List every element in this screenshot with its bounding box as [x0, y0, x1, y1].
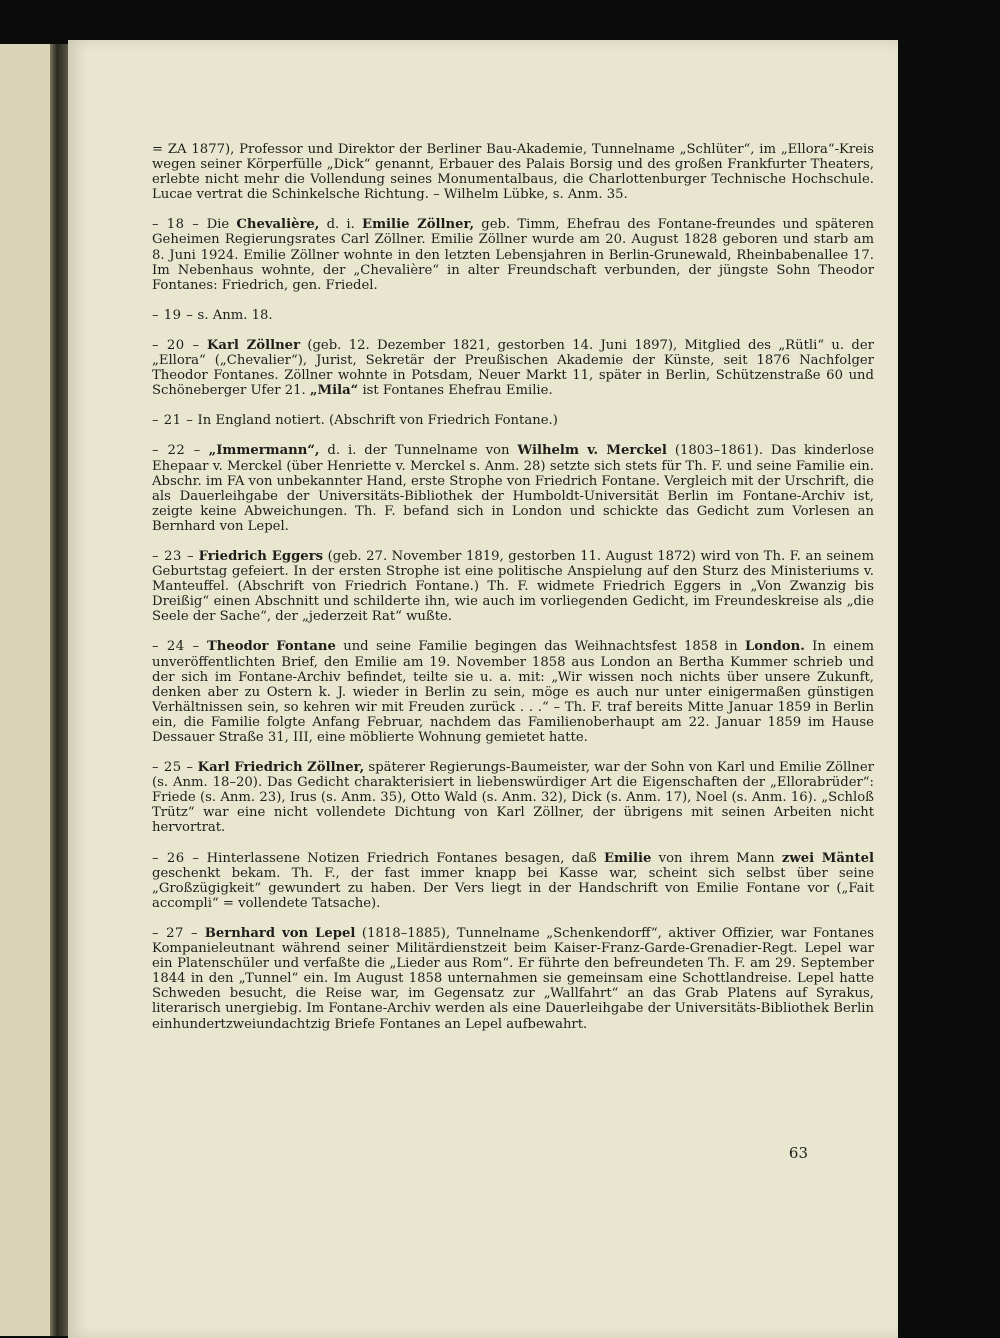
note-text: späterer Regierungs-Baumeister, war der Sohn von Karl und Emilie Zöllner (s. Anm. 18–20). Das Gedicht charakterisiert in liebenswürdiger Art die Eigenschaften der „Ellorabrüder“: Friede (s. Anm. 23), Irus (s. Anm. 35), Otto Wald (s. Anm. 32), Dick (s. Anm. 17), Noel (s. Anm. 16). „Schloß Trütz“ war eine nicht vollendete Dichtung von Karl Zöllner, der übrigens mit seinen Arbeiten nicht hervortrat. [152, 760, 874, 836]
note-text: geschenkt bekam. Th. F., der fast immer knapp bei Kasse war, scheint sich selbst über seine „Großzügigkeit“ gewundert zu haben. Der Vers liegt in der Handschrift von Emilie Fontane vor („Fait accompli“ = vollendete Tatsache). [152, 865, 874, 911]
bold-name: „Mila“ [309, 383, 359, 399]
endnote-paragraph [152, 639, 874, 745]
bold-name: Chevalière, [236, 217, 320, 233]
page-number: 63 [788, 1144, 808, 1162]
note-text [200, 639, 207, 654]
note-text: Die [199, 217, 237, 233]
note-text: (geb. 12. Dezember 1821, gestorben 14. Juni 1897), Mitglied des „Rütli“ u. der „Ellora“ („Chevalier“), Jurist, Sekretär der Preußischen Akademie der Künste, seit 1876 Nachfolger Theodor Fontanes. Zöllner wohnte in Potsdam, Neuer Markt 11, später in Berlin, Schützenstraße 60 und Schöneberger Ufer 21. [152, 337, 874, 399]
note-text: s. Anm. 18. [193, 307, 273, 323]
note-number: – 21 – [152, 413, 194, 429]
note-text: von ihrem Mann [651, 850, 782, 866]
endnotes-column [152, 142, 874, 1047]
bold-name: Bernhard von Lepel [204, 925, 356, 941]
note-text: = ZA 1877), Professor und Direktor der Berliner Bau-Akademie, Tunnelname „Schlüter“, im „Ellora“-Kreis wegen seiner Körperfülle „Dick“ genannt, Erbauer des Palais Borsig und des großen Frankfurter Theaters, erlebte nicht mehr die Vollendung seines Monumentalbaus, die Charlottenburger Technische Hochschule. Lucae vertrat die Schinkelsche Richtung. – Wilhelm Lübke, s. Anm. 35. [152, 142, 874, 203]
endnote-paragraph [152, 308, 874, 323]
note-text: (geb. 27. November 1819, gestorben 11. August 1872) wird von Th. F. an seinem Geburtstag gefeiert. In der ersten Strophe ist eine politische Anspielung auf den Sturz des Ministeriums v. Manteuffel. (Abschrift von Friedrich Fontane.) Th. F. widmete Friedrich Eggers in „Von Zwanzig bis Dreißig“ einen Abschnitt und schilderte ihn, wie auch im vorliegenden Gedicht, im Freundeskreise als „die Seele der Sache“, der „jederzeit Rat“ wußte. [152, 548, 874, 625]
endnote-paragraph [152, 413, 874, 428]
note-text: In England notiert. (Abschrift von Friedrich Fontane.) [193, 413, 558, 429]
bold-name: Emilie [603, 850, 652, 866]
endnote-paragraph [152, 338, 874, 398]
note-text: Hinterlassene Notizen Friedrich Fontanes besagen, daß [199, 850, 604, 866]
note-number: – 26 – [152, 850, 200, 866]
note-number: – 24 – [152, 639, 200, 655]
note-number: – 23 – [152, 548, 195, 564]
endnote-paragraph [152, 760, 874, 835]
endnote-paragraph [152, 142, 874, 202]
bold-name: Emilie Zöllner, [362, 217, 475, 233]
bold-name: „Immermann“, [208, 443, 320, 459]
note-number: – 27 – [152, 925, 199, 941]
note-text: d. i. [319, 217, 363, 233]
bold-name: Theodor Fontane [206, 639, 336, 655]
book-page [68, 40, 898, 1338]
endnote-paragraph [152, 926, 874, 1032]
note-number: – 19 – [152, 307, 194, 323]
bold-name: Karl Friedrich Zöllner, [197, 760, 365, 776]
bold-name: London. [744, 639, 805, 655]
bold-name: Friedrich Eggers [198, 548, 324, 564]
note-text: In einem unveröffentlichten Brief, den Emilie am 19. November 1858 aus London an Bertha Kummer schrieb und der sich im Fontane-Archiv befindet, teilte sie u. a. mit: „Wir wissen noch nichts über unsere Zukunft, denken aber zu Ostern k. J. wieder in Berlin zu sein, möge es auch nur unter einigermaßen günstigen Verhältnissen sein, so kehren wir mit Freuden zurück . . .“ – Th. F. traf bereits Mitte Januar 1859 in Berlin ein, die Familie folgte Anfang Februar, nachdem das Familienoberhaupt am 22. Januar 1859 im Hause Dessauer Straße 31, III, eine möblierte Wohnung gemietet hatte. [152, 639, 874, 745]
endnote-paragraph [152, 217, 874, 292]
note-number: – 18 – [152, 217, 200, 233]
endnote-paragraph [152, 549, 874, 624]
bold-name: Karl Zöllner [206, 337, 301, 353]
facing-page-edge [0, 44, 51, 1336]
note-number: – 22 – [152, 443, 201, 459]
note-number: – 20 – [152, 337, 200, 353]
endnote-paragraph [152, 851, 874, 911]
note-text [201, 443, 209, 458]
bold-name: zwei Mäntel [781, 850, 875, 866]
note-number: – 25 – [152, 760, 194, 776]
bold-name: Wilhelm v. Merckel [517, 443, 667, 459]
note-text: geb. Timm, Ehefrau des Fontane-freundes und späteren Geheimen Regierungsrates Carl Zöllner. Emilie Zöllner wurde am 20. August 1828 geboren und starb am 8. Juni 1924. Emilie Zöllner wohnte in den letzten Lebensjahren in Berlin-Grunewald, Rheinbabenallee 17. Im Nebenhaus wohnte, der „Chevalière“ in alter Freundschaft verbunden, der jüngste Sohn Theodor Fontanes: Friedrich, gen. Friedel. [152, 217, 875, 293]
note-text: d. i. der Tunnelname von [319, 443, 518, 459]
note-text [200, 338, 207, 353]
note-text: und seine Familie begingen das Weihnachtsfest 1858 in [335, 639, 745, 655]
note-text [198, 926, 205, 941]
book-binding [50, 44, 68, 1336]
note-text: ist Fontanes Ehefrau Emilie. [358, 383, 553, 399]
note-text: (1803–1861). Das kinderlose Ehepaar v. Merckel (über Henriette v. Merckel s. Anm. 28) setzte sich stets für Th. F. und seine Familie ein. Abschr. im FA von unbekannter Hand, erste Strophe von Friedrich Fontane. Vergleich mit der Urschrift, die als Dauerleihgabe der Universitäts-Bibliothek der Humboldt-Universität Berlin im Fontane-Archiv ist, zeigte keine Abweichungen. Th. F. befand sich in London und schickte das Gedicht zum Vorlesen an Bernhard von Lepel. [152, 443, 874, 534]
note-text: (1818–1885), Tunnelname „Schenkendorff“, aktiver Offizier, war Fontanes Kompanieleutnant während seiner Militärdienstzeit beim Kaiser-Franz-Garde-Grenadier-Regt. Lepel war ein Platenschüler und verfaßte die „Lieder aus Rom“. Er führte den befreundeten Th. F. am 29. September 1844 in den „Tunnel“ ein. Im August 1858 unternahmen sie gemeinsam eine Schottlandreise. Lepel hatte Schweden besucht, die Reise war, im Gegensatz zur „Wallfahrt“ an das Grab Platens auf Syrakus, literarisch unergiebig. Im Fontane-Archiv werden als eine Dauerleihgabe der Universitäts-Bibliothek Berlin einhundertzweiundachtzig Briefe Fontanes an Lepel aufbewahrt. [152, 925, 874, 1032]
endnote-paragraph [152, 443, 874, 534]
